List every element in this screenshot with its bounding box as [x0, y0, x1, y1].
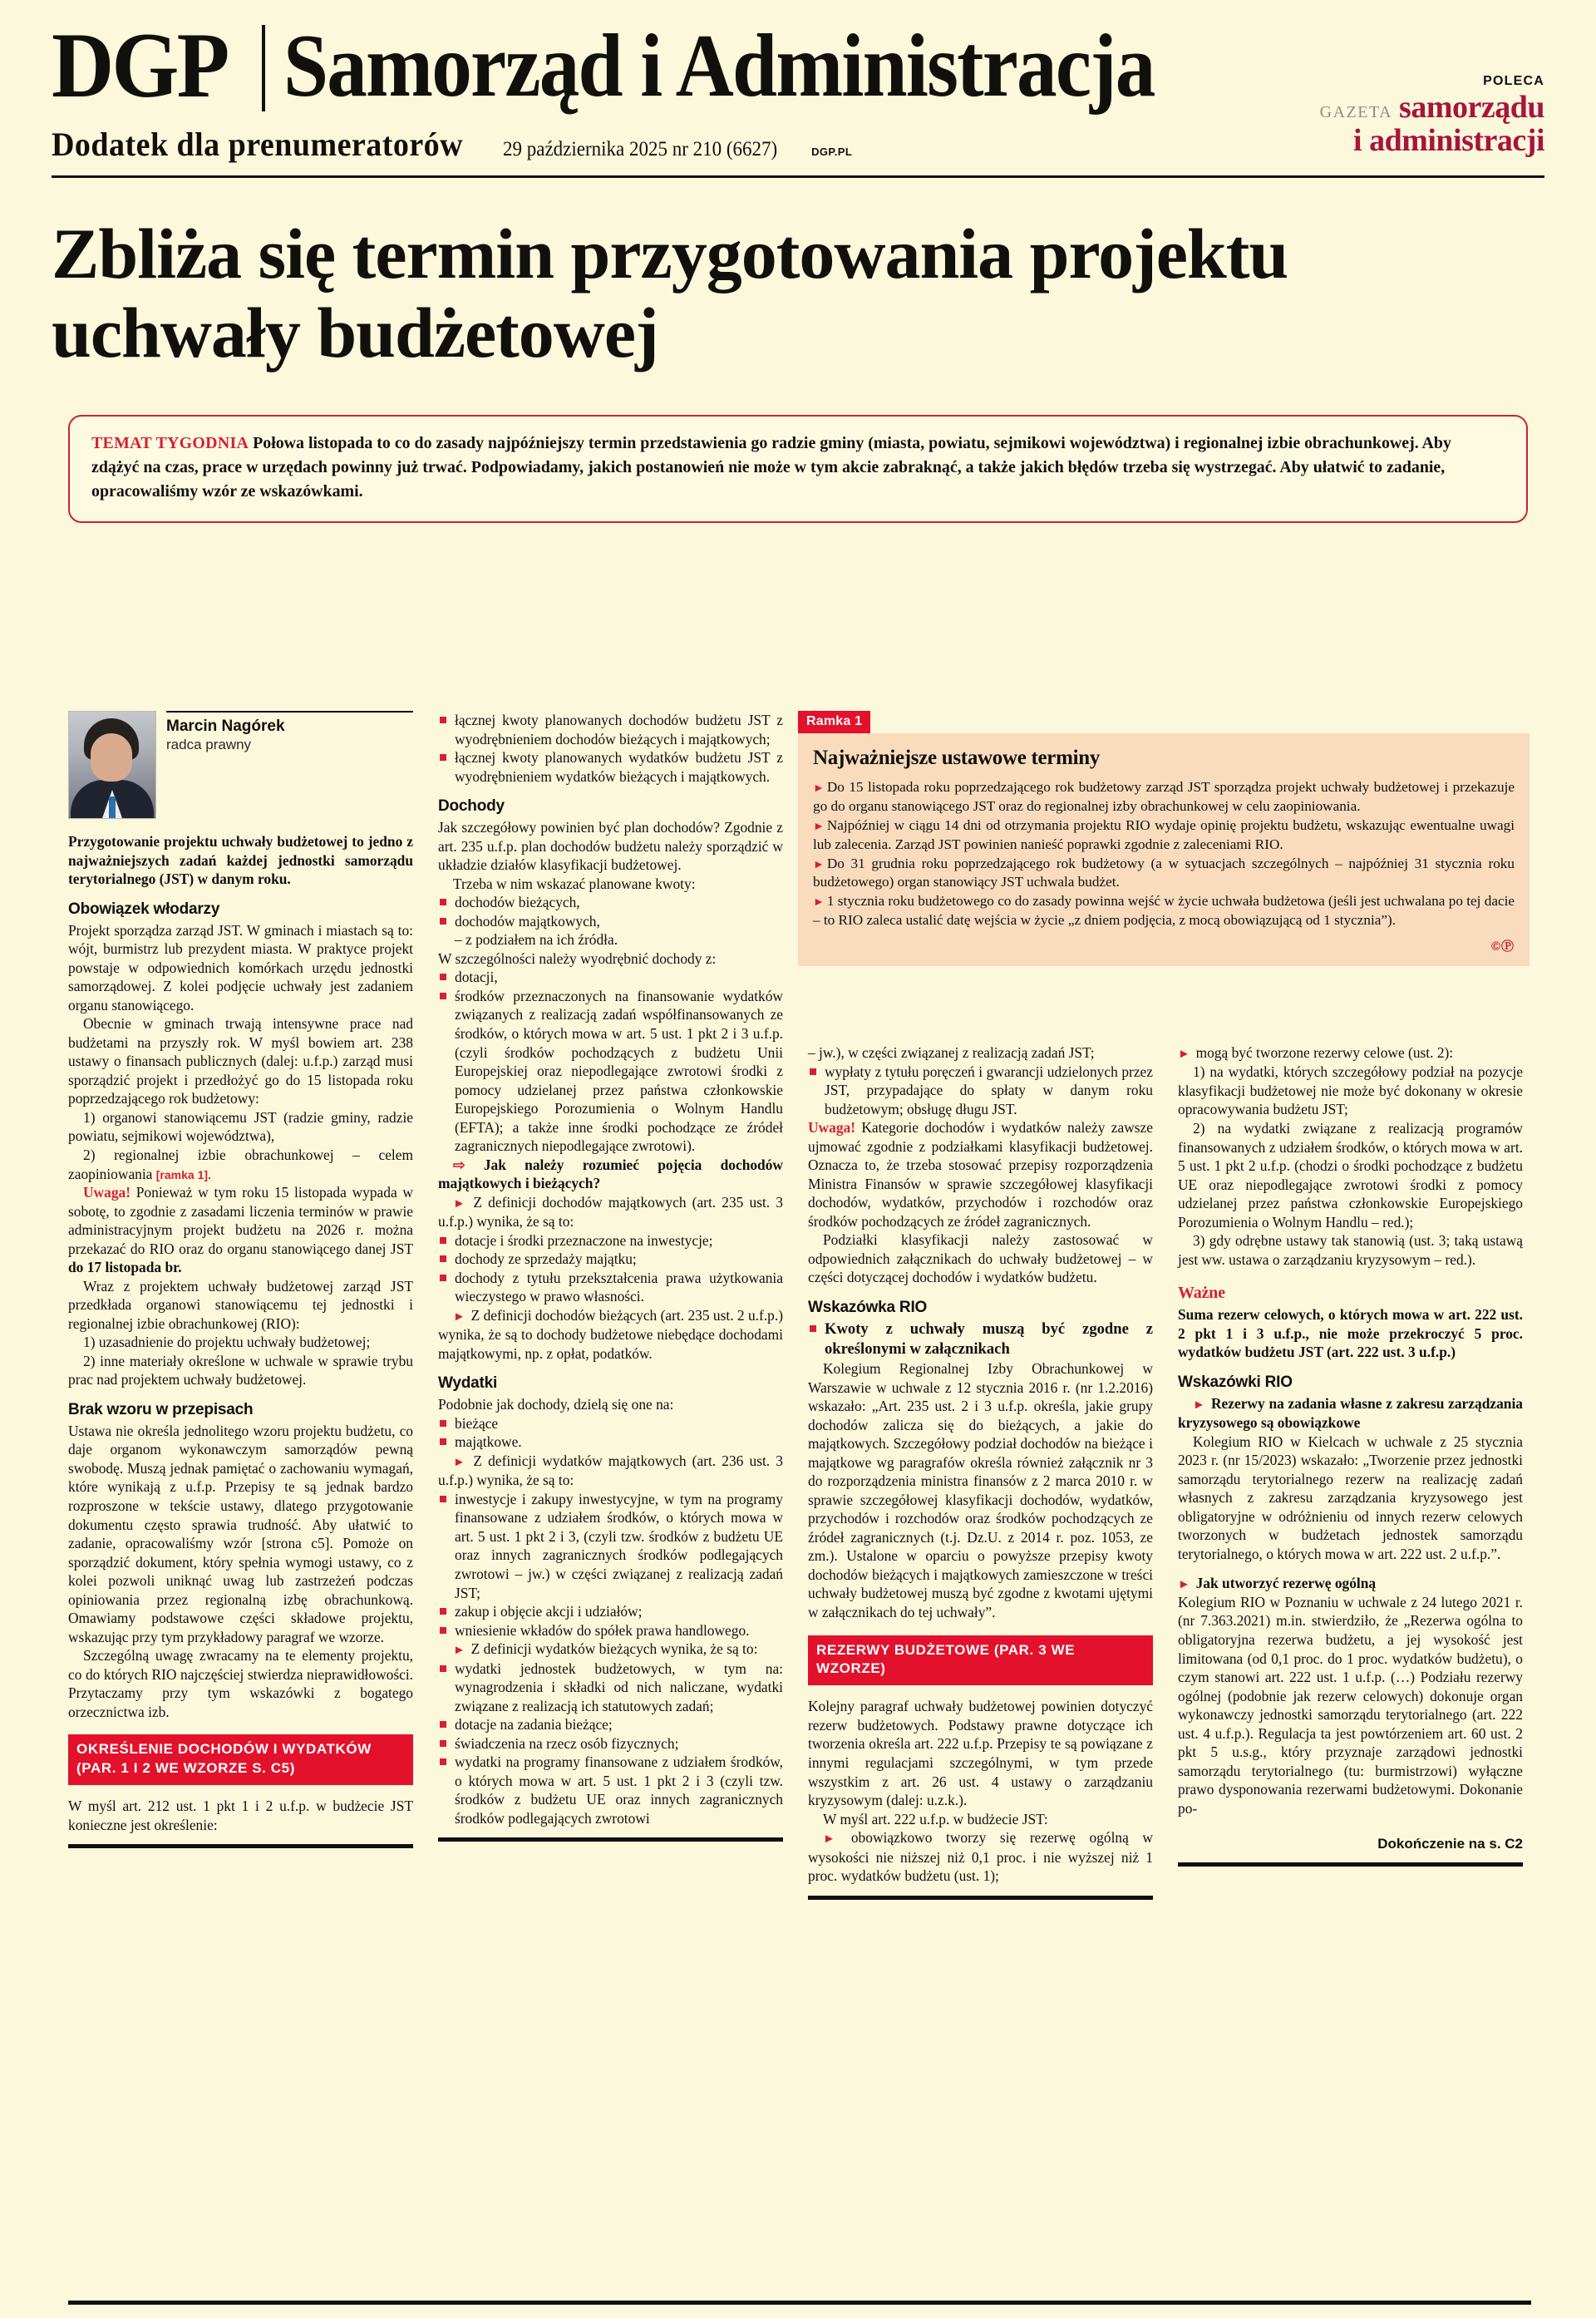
uwaga-label: Uwaga!: [83, 1184, 131, 1201]
paragraph: 1) na wydatki, których szczegółowy podział na pozycje klasyfikacji budżetowej nie może być dokonany w okresie opracowywania budżetu JST;: [1178, 1063, 1523, 1118]
list-item: łącznej kwoty planowanych dochodów budżetu JST z wyodrębnieniem dochodów bieżących i majątkowych;: [438, 711, 783, 748]
uwaga-label: Uwaga!: [808, 1119, 855, 1137]
lead-box: [68, 415, 1528, 522]
author-name: Marcin Nagórek: [166, 718, 285, 735]
question: ► Rezerwy na zadania własne z zakresu zarządzania kryzysowego są obowiązkowe: [1178, 1394, 1523, 1432]
question: ► Jak utworzyć rezerwę ogólną: [1178, 1574, 1377, 1591]
question: ⇨ Jak należy rozumieć pojęcia dochodów majątkowych i bieżących?: [438, 1156, 783, 1192]
article-intro: Przygotowanie projektu uchwały budżetowej to jedno z najważniejszych zadań każdej jednostki samorządu terytorialnego (JST) w danym roku.: [68, 833, 413, 888]
paragraph: Projekt sporządza zarząd JST. W gminach i miastach są to: wójt, burmistrz lub prezydent miasta. W praktyce projekt powstaje w odpowiednich komórkach urzędu jednostki samorządowej. Z kolei podjęcie uchwały jest zadaniem organu stanowiącego.: [68, 921, 413, 1014]
site-url[interactable]: DGP.PL: [811, 145, 853, 158]
issue-line: 29 października 2025 nr 210 (6627): [503, 138, 778, 160]
bullet-list: [438, 1490, 783, 1640]
column-bottom-rule: [68, 1844, 413, 1848]
bullet-list: [438, 968, 783, 1155]
heading-wskazowki-rio: Wskazówki RIO: [1178, 1373, 1293, 1391]
promo-block: [1320, 75, 1544, 158]
paragraph: Kolegium RIO w Kielcach w uchwale z 25 stycznia 2023 r. (nr 15/2023) wskazało: „Tworzenie przez jednostki samorządu terytorialnego rezerw na realizację zadań własnych z zakresu zarządzania kryzysowego jest obligatoryjne w odróżnieniu od innych rezerw celowych tworzonych w budżetach jednostek samorządu terytorialnego, o których mowa w art. 222 ust. 2 u.f.p.”.: [1178, 1433, 1523, 1562]
bullet-list: [438, 893, 783, 930]
heading-wskazowka-rio: Wskazówka RIO: [808, 1298, 928, 1316]
paragraph: Kolegium RIO w Poznaniu w uchwale z 24 lutego 2021 r. (nr 7.363.2021) m.in. stwierdziło, że „Rezerwa ogólna to obligatoryjna rezerwa budżetu, a jej wysokość jest limitowana (od 0,1 proc. do 1 proc. wydatków budżetu), o czym stanowi art. 222 ust. 1 u.f.p. (…) Podziału rezerwy ogólnej (podobnie jak rezerw celowych) dokonuje organ wykonawczy jednostki samorządu terytorialnego (art. 222 ust. 4 u.f.p.). Regulacja ta jest powtórzeniem art. 60 ust. 2 pkt 5 u.s.g., który przyznaje zarządowi jednostki samorządu terytorialnego (tu: burmistrzowi) wyłączne prawo dysponowania rezerwami budżetowymi. Dokonanie po-: [1178, 1593, 1523, 1817]
ramka-1-item: ► Do 31 grudnia roku poprzedzającego rok budżetowy (a w sytuacjach szczególnych – najpóźniej 31 stycznia roku budżetowego) organ stanowiący JST uchwala budżet.: [813, 855, 1515, 890]
ramka-reference[interactable]: [ramka 1].: [155, 1167, 211, 1181]
masthead-subline: [0, 74, 1596, 164]
column-bottom-rule: [808, 1896, 1153, 1900]
avatar: [68, 711, 156, 819]
paragraph: 3) gdy odrębne ustawy tak stanowią (ust. 3; taką ustawą jest ww. ustawa o zarządzaniu kryzysowym – red.).: [1178, 1232, 1523, 1268]
lead-tag: TEMAT TYGODNIA: [91, 434, 249, 453]
paragraph: W szczególności należy wyodrębnić dochody z:: [438, 949, 717, 967]
bullet-list: [438, 1231, 783, 1306]
paragraph: Wraz z projektem uchwały budżetowej zarząd JST przedkłada organowi stanowiącemu tej jednostki i regionalnej izbie obrachunkowej (RIO):: [68, 1277, 413, 1332]
paragraph: Trzeba w nim wskazać planowane kwoty:: [453, 875, 696, 892]
triangle-icon: ►: [813, 896, 825, 910]
heading-obowiazek: Obowiązek włodarzy: [68, 900, 220, 918]
masthead-bottom-rule: [52, 175, 1544, 178]
triangle-icon: ►: [453, 1455, 471, 1469]
heading-wydatki: Wydatki: [438, 1374, 498, 1393]
ramka-1-item: ► Najpóźniej w ciągu 14 dni od otrzymania projektu RIO wydaje opinię projektu budżetu, wskazując ewentualne uwagi lub zalecenia. Zarząd JST powinien nanieść poprawki zgodnie z zaleceniami RIO.: [813, 816, 1515, 852]
triangle-icon: ►: [1193, 1398, 1209, 1412]
paragraph: W myśl art. 222 u.f.p. w budżecie JST:: [823, 1810, 1048, 1827]
ramka-1-item: ► 1 stycznia roku budżetowego co do zasady powinna wejść w życie uchwała budżetowa (jeśli jest uchwalana po tej dacie – to RIO zaleca ustalić datę wejścia w życie „z dniem podjęcia, z mocą obowiązującą od 1 stycznia”).: [813, 893, 1515, 929]
bullet-list: [438, 1660, 783, 1828]
column-bottom-rule: [438, 1837, 783, 1842]
masthead-divider: [262, 25, 265, 111]
heading-dochody: Dochody: [438, 797, 505, 816]
paragraph: Kolegium Regionalnej Izby Obrachunkowej w Warszawie w uchwale z 12 stycznia 2016 r. (nr 1.2.2016) wskazało: „Art. 235 ust. 2 i 3 u.f.p. określa, jakie grupy dochodów zalicza się do bieżących, a jakie do majątkowych. Szczegółowy podział dochodów na bieżące i majątkowe wg paragrafów określa również załącznik nr 3 do rozporządzenia ministra finansów z 2 marca 2010 r. w sprawie szczegółowej klasyfikacji dochodów, wydatków, przychodów i rozchodów oraz środków pochodzących ze źródeł zagranicznych (t.j. Dz.U. z 2014 r. poz. 1053, ze zm.). Ustalone w oparciu o powyższe przepisy kwoty dochodów bieżących i majątkowych zamieszczone w treści uchwały budżetowej muszą być zgodne z kwotami ujętymi w załącznikach do tej uchwały”.: [808, 1360, 1153, 1620]
ramka-1-tag: Ramka 1: [798, 711, 870, 733]
paragraph: ► Z definicji dochodów majątkowych (art. 235 ust. 3 u.f.p.) wynika, że są to:: [438, 1193, 783, 1231]
section-banner-dochody-wydatki: OKREŚLENIE DOCHODÓW I WYDATKÓW (PAR. 1 I 2 WE WZORZE S. C5): [68, 1734, 413, 1785]
ramka-1-item: ► Do 15 listopada roku poprzedzającego rok budżetowy zarząd JST sporządza projekt uchwały budżetowej i przekazuje go do organu stanowiącego JST oraz do regionalnej izby obrachunkowej w celu zaopiniowania.: [813, 779, 1515, 814]
author-role: radca prawny: [166, 737, 252, 752]
section-title: Samorząd i Administracja: [283, 17, 1155, 116]
lead-text: Połowa listopada to co do zasady najpóźniejszy termin przedstawienia go radzie gminy (miasta, powiatu, sejmikowi województwa) i regionalnej izbie obrachunkowej. Aby zdążyć na czas, prace w urzędach powinny już trwać. Podpowiadamy, jakich postanowień nie może w tym akcie zabraknąć, a także jakich błędów trzeba się wystrzegać. Aby ułatwić to zadanie, opracowaliśmy wzór ze wskazówkami.: [91, 434, 1451, 501]
paragraph: – jw.), w części związanej z realizacją zadań JST;: [808, 1044, 1095, 1061]
promo-title-line2: i administracji: [1353, 122, 1544, 158]
promo-title-line1: samorządu: [1399, 90, 1544, 125]
paragraph: W myśl art. 212 ust. 1 pkt 1 i 2 u.f.p. w budżecie JST konieczne jest określenie:: [68, 1798, 413, 1833]
list-item: łącznej kwoty planowanych wydatków budżetu JST z wyodrębnieniem wydatków bieżących i majątkowych.: [438, 748, 783, 786]
list-item: wniesienie wkładów do spółek prawa handlowego.: [438, 1621, 783, 1640]
paragraph: ► Z definicji dochodów bieżących (art. 235 ust. 2 u.f.p.) wynika, że są to dochody budżetowe niebędące dochodami majątkowymi, np. z opłat, podatków.: [438, 1306, 783, 1362]
list-item: inwestycje i zakupy inwestycyjne, w tym na programy finansowane z udziałem środków, o których mowa w art. 5 ust. 1 pkt 2 i 3, (czyli tzw. środków z budżetu UE oraz innych zagranicznych środków podlegających zwrotowi – jw.) w części związanej z realizacją zadań JST;: [438, 1490, 783, 1602]
list-item: majątkowe.: [438, 1433, 783, 1452]
bullet-list: [808, 1319, 1153, 1359]
column-2: [438, 711, 783, 1900]
bullet-list: [438, 1414, 783, 1452]
paragraph: – z podziałem na ich źródła.: [455, 931, 618, 949]
paragraph: Jak szczegółowy powinien być plan dochodów? Zgodnie z art. 235 u.f.p. plan dochodów budżetu należy sporządzić w układzie działów klasyfikacji budżetowej.: [438, 819, 783, 874]
bullet-list: [438, 711, 783, 786]
paragraph: Uwaga! Kategorie dochodów i wydatków należy zawsze ujmować zgodnie z podziałkami klasyfikacji budżetowej. Oznacza to, że trzeba stosować przepisy rozporządzenia Ministra Finansów w sprawie szczegółowej klasyfikacji dochodów, wydatków, przychodów i rozchodów oraz środków pochodzących ze źródeł zagranicznych.: [808, 1119, 1153, 1230]
list-item: wypłaty z tytułu poręczeń i gwarancji udzielonych przez JST, przypadające do spłaty w danym roku budżetowym; obsługę długu JST.: [808, 1063, 1153, 1119]
list-item: wydatki jednostek budżetowych, w tym na: wynagrodzenia i składki od nich naliczane, wydatki związane z realizacją ich statutowych zadań;: [438, 1660, 783, 1716]
section-banner-rezerwy: REZERWY BUDŻETOWE (PAR. 3 WE WZORZE): [808, 1635, 1153, 1686]
supplement-label: Dodatek dla prenumeratorów: [52, 126, 464, 163]
copyright-mark: ©Ⓟ: [1490, 940, 1515, 954]
paragraph: Kolejny paragraf uchwały budżetowej powinien dotyczyć rezerw budżetowych. Podstawy prawne dotyczące ich tworzenia określa art. 222 u.f.p. Przepisy te są powiązane z innymi regulacjami szczególnymi, w tym przede wszystkim z art. 26 ust. 4 ustawy o zarządzaniu kryzysowym (dalej: u.z.k.).: [808, 1698, 1153, 1809]
ramka-spacer: [808, 711, 1153, 1043]
triangle-icon: ►: [1178, 1577, 1194, 1591]
list-item: bieżące: [438, 1414, 783, 1433]
paragraph: Uwaga! Ponieważ w tym roku 15 listopada wypada w sobotę, to zgodnie z zasadami liczenia terminów w prawie administracyjnym projekt budżetu na 2026 r. można przekazać do RIO oraz do organu stanowiącego danej JST do 17 listopada br.: [68, 1184, 413, 1276]
arrow-right-icon: ⇨: [453, 1156, 484, 1173]
promo-poleca-label: POLECA: [1483, 74, 1544, 88]
list-item: dochody ze sprzedaży majątku;: [438, 1250, 783, 1269]
paragraph: 1) organowi stanowiącemu JST (radzie gminy, radzie powiatu, sejmikowi województwa),: [68, 1108, 413, 1145]
paragraph: 2) inne materiały określone w uchwale w sprawie trybu prac nad projektem uchwały budżetowej.: [68, 1352, 413, 1388]
column-1: [68, 711, 413, 1900]
paragraph: Ustawa nie określa jednolitego wzoru projektu budżetu, co daje organom wykonawczym samorządów pewną swobodę. Muszą jednak pamiętać o zachowaniu wymagań, które wynikają z u.f.p. Przepisy te są jednak bardzo rozproszone w tekście ustawy, dlatego przygotowanie dokumentu często sprawia trudność. Aby ułatwić to zadanie, opracowaliśmy wzór [strona c5]. Pomoże on sporządzić dokument, który spełnia wymogi ustawy, co z kolei pozwoli uniknąć uwag lub zastrzeżeń podczas opiniowania przez regionalną izbę obrachunkową. Omawiamy podstawowe części składowe projektu, wskazując przy tym przykładowy paragraf we wzorze.: [68, 1422, 413, 1645]
ramka-1-title: Najważniejsze ustawowe terminy: [813, 747, 1101, 769]
dgp-logo[interactable]: DGP: [52, 14, 228, 117]
paragraph: Podziałki klasyfikacji należy zastosować w odpowiednich załącznikach do uchwały budżetowej – w części dotyczącej dochodów i wydatków budżetu.: [808, 1231, 1153, 1286]
promo-gazeta-label: GAZETA: [1319, 103, 1393, 121]
continuation-note: Dokończenie na s. C2: [1377, 1836, 1523, 1852]
paragraph: 1) uzasadnienie do projektu uchwały budżetowej;: [83, 1334, 371, 1351]
heading-brak-wzoru: Brak wzoru w przepisach: [68, 1400, 254, 1418]
paragraph: 2) na wydatki związane z realizacją programów finansowanych z udziałem środków, o których mowa w art. 5 ust. 1 pkt 2 u.f.p. (chodzi o środki pochodzące z budżetu UE oraz niepodlegające zwrotowi środki z pomocy udzielanej przez państwa członkowskie Europejskiego Porozumienia o Wolnym Handlu – red.);: [1178, 1120, 1523, 1231]
list-item: świadczenia na rzecz osób fizycznych;: [438, 1734, 783, 1753]
page-title: Zbliża się termin przygotowania projektu uchwały budżetowej: [52, 214, 1288, 372]
list-item: Kwoty z uchwały muszą być zgodne z określonymi w załącznikach: [808, 1319, 1153, 1359]
list-item: wydatki na programy finansowane z udziałem środków, o których mowa w art. 5 ust. 1 pkt 2 i 3 (czyli tzw. środków z budżetu UE oraz innych zagranicznych środków podlegających zwrotowi: [438, 1753, 783, 1827]
paragraph: Szczególną uwagę zwracamy na te elementy projektu, co do których RIO najczęściej stwierdza nieprawidłowości. Przytaczamy przy tym wskazówki z bogatego orzecznictwa izb.: [68, 1647, 413, 1720]
list-item: dotacji,: [438, 968, 783, 987]
triangle-icon: ►: [813, 858, 825, 871]
triangle-icon: ►: [453, 1309, 469, 1324]
ramka-spacer: [1178, 711, 1523, 1043]
list-item: dochodów majątkowych,: [438, 912, 783, 931]
page-bottom-rule: [68, 2301, 1531, 2305]
wazne-label: Ważne: [1178, 1284, 1225, 1303]
article-columns: [68, 711, 1531, 1900]
paragraph: ► Z definicji wydatków majątkowych (art. 236 ust. 3 u.f.p.) wynika, że są to:: [438, 1452, 783, 1489]
triangle-icon: ►: [823, 1832, 849, 1847]
triangle-icon: ►: [453, 1196, 471, 1211]
paragraph: Suma rezerw celowych, o których mowa w art. 222 ust. 2 pkt 1 i 3 u.f.p., nie może przekroczyć 5 proc. wydatków budżetu JST (art. 222 ust. 3 u.f.p.): [1178, 1306, 1523, 1361]
paragraph: ► mogą być tworzone rezerwy celowe (ust. 2):: [1178, 1044, 1454, 1061]
triangle-icon: ►: [813, 820, 825, 833]
triangle-icon: ►: [813, 782, 825, 795]
column-bottom-rule: [1178, 1862, 1523, 1867]
paragraph: Obecnie w gminach trwają intensywne prace nad budżetami na przyszły rok. W myśl bowiem art. 238 ustawy o finansach publicznych (dalej: u.f.p.) zarząd musi sporządzić projekt i przedłożyć go do 15 listopada roku poprzedzającego rok budżetowy:: [68, 1015, 413, 1107]
list-item: środków przeznaczonych na finansowanie wydatków związanych z realizacją zadań współfinansowanych ze środków, o których mowa w art. 5 ust. 1 pkt 2 i 3 u.f.p. (czyli środków pochodzących z budżetu Unii Europejskiej oraz niepodlegające zwrotowi środki z pomocy udzielanej przez państwa członkowskie Europejskiego Porozumienia o Wolnym Handlu (EFTA); a także inne środki pochodzące ze źródeł zagranicznych niepodlegające zwrotowi).: [438, 987, 783, 1156]
paragraph: Podobnie jak dochody, dzielą się one na:: [438, 1396, 674, 1413]
column-4: [1178, 711, 1523, 1900]
byline: [68, 711, 413, 819]
list-item: dochodów bieżących,: [438, 893, 783, 912]
paragraph: 2) regionalnej izbie obrachunkowej – celem zaopiniowania [ramka 1].: [68, 1146, 413, 1182]
bullet-list: [808, 1063, 1153, 1119]
list-item: dotacje na zadania bieżące;: [438, 1715, 783, 1734]
list-item: zakup i objęcie akcji i udziałów;: [438, 1602, 783, 1621]
list-item: dochody z tytułu przekształcenia prawa użytkowania wieczystego w prawo własności.: [438, 1269, 783, 1306]
column-3: [808, 711, 1153, 1900]
list-item: dotacje i środki przeznaczone na inwestycje;: [438, 1231, 783, 1250]
paragraph: ► obowiązkowo tworzy się rezerwę ogólną w wysokości nie niższej niż 0,1 proc. i nie wyższej niż 1 proc. wydatków budżetu (ust. 1);: [808, 1829, 1153, 1885]
paragraph: ► Z definicji wydatków bieżących wynika, że są to:: [453, 1640, 758, 1658]
triangle-icon: ►: [1178, 1048, 1194, 1061]
triangle-icon: ►: [453, 1644, 469, 1658]
